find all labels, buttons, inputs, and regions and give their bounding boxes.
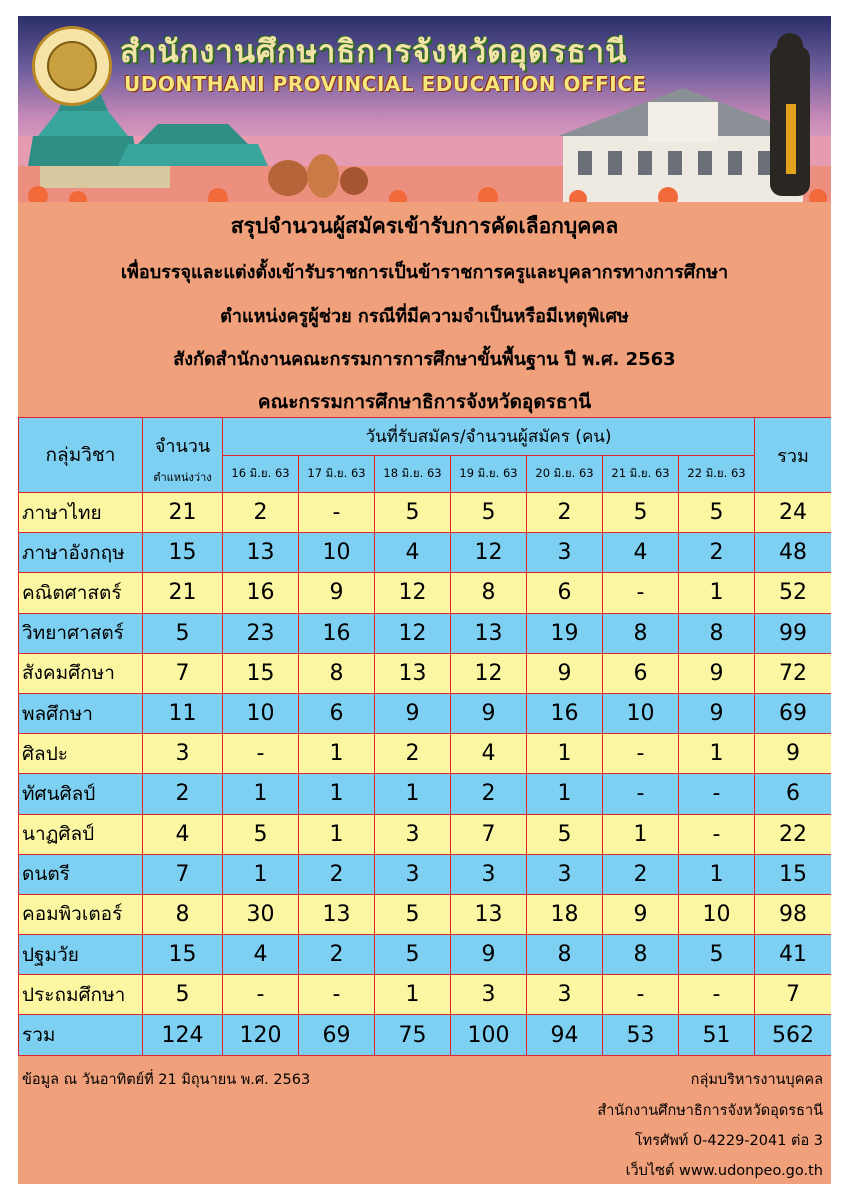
doc-subtitle-3: สังกัดสำนักงานคณะกรรมการการศึกษาขั้นพื้นฐาน ปี พ.ศ. 2563: [173, 349, 676, 370]
subject-cell: ปฐมวัย: [19, 935, 143, 975]
day-count-cell: 3: [527, 533, 603, 573]
day-count-cell: 2: [375, 734, 451, 774]
totals-day-cell: 51: [679, 1015, 755, 1055]
row-total-cell: 69: [755, 693, 831, 733]
row-total-cell: 98: [755, 894, 831, 934]
totals-day-cell: 120: [223, 1015, 299, 1055]
day-count-cell: 16: [223, 573, 299, 613]
day-count-cell: 2: [223, 493, 299, 533]
banner-title-thai: สำนักงานศึกษาธิการจังหวัดอุดรธานี: [120, 34, 628, 70]
row-total-cell: 6: [755, 774, 831, 814]
subject-cell: ศิลปะ: [19, 734, 143, 774]
day-count-cell: 1: [299, 734, 375, 774]
day-count-cell: 4: [451, 734, 527, 774]
vacancies-cell: 5: [143, 613, 223, 653]
header-total: รวม: [755, 418, 831, 493]
day-count-cell: 8: [603, 613, 679, 653]
grand-total-cell: 562: [755, 1015, 831, 1055]
day-count-cell: 5: [451, 493, 527, 533]
header-banner: [18, 16, 831, 202]
day-count-cell: 1: [679, 854, 755, 894]
day-count-cell: -: [223, 975, 299, 1015]
day-count-cell: 9: [603, 894, 679, 934]
header-date: 22 มิ.ย. 63: [679, 455, 755, 493]
table-row: [19, 533, 832, 573]
totals-day-cell: 94: [527, 1015, 603, 1055]
table-row: [19, 573, 832, 613]
day-count-cell: 4: [603, 533, 679, 573]
day-count-cell: 19: [527, 613, 603, 653]
subject-cell: คอมพิวเตอร์: [19, 894, 143, 934]
day-count-cell: 13: [451, 894, 527, 934]
day-count-cell: 5: [527, 814, 603, 854]
totals-day-cell: 53: [603, 1015, 679, 1055]
day-count-cell: 9: [375, 693, 451, 733]
office-seal-logo: [32, 26, 112, 106]
header-date: 19 มิ.ย. 63: [451, 455, 527, 493]
vacancies-cell: 15: [143, 935, 223, 975]
day-count-cell: 13: [375, 653, 451, 693]
table-row: [19, 975, 832, 1015]
subject-cell: คณิตศาสตร์: [19, 573, 143, 613]
day-count-cell: 13: [223, 533, 299, 573]
day-count-cell: 8: [451, 573, 527, 613]
day-count-cell: 10: [679, 894, 755, 934]
totals-day-cell: 100: [451, 1015, 527, 1055]
day-count-cell: 9: [679, 693, 755, 733]
day-count-cell: 5: [375, 935, 451, 975]
day-count-cell: 5: [679, 935, 755, 975]
subject-cell: ดนตรี: [19, 854, 143, 894]
day-count-cell: 9: [299, 573, 375, 613]
row-total-cell: 52: [755, 573, 831, 613]
footer-phone: โทรศัพท์ 0-4229-2041 ต่อ 3: [634, 1133, 823, 1149]
row-total-cell: 7: [755, 975, 831, 1015]
row-total-cell: 24: [755, 493, 831, 533]
day-count-cell: 13: [299, 894, 375, 934]
table-row: [19, 814, 832, 854]
day-count-cell: 1: [223, 854, 299, 894]
vacancies-cell: 7: [143, 653, 223, 693]
day-count-cell: 8: [679, 613, 755, 653]
footer-department: กลุ่มบริหารงานบุคคล: [690, 1072, 823, 1088]
table-row: [19, 653, 832, 693]
day-count-cell: 3: [527, 975, 603, 1015]
day-count-cell: 5: [679, 493, 755, 533]
day-count-cell: 12: [451, 653, 527, 693]
day-count-cell: 30: [223, 894, 299, 934]
data-as-of-note: ข้อมูล ณ วันอาทิตย์ที่ 21 มิถุนายน พ.ศ. 2563: [22, 1072, 311, 1088]
day-count-cell: 1: [223, 774, 299, 814]
day-count-cell: 6: [299, 693, 375, 733]
subject-cell: ภาษาไทย: [19, 493, 143, 533]
vacancies-cell: 11: [143, 693, 223, 733]
subject-cell: ทัศนศิลป์: [19, 774, 143, 814]
totals-day-cell: 69: [299, 1015, 375, 1055]
day-count-cell: 1: [679, 734, 755, 774]
header-date: 20 มิ.ย. 63: [527, 455, 603, 493]
doc-subtitle-2: ตำแหน่งครูผู้ช่วย กรณีที่มีความจำเป็นหรือมีเหตุพิเศษ: [220, 306, 629, 327]
day-count-cell: 10: [299, 533, 375, 573]
day-count-cell: 1: [603, 814, 679, 854]
table-row: [19, 894, 832, 934]
day-count-cell: 9: [679, 653, 755, 693]
totals-vacancies-cell: 124: [143, 1015, 223, 1055]
subject-cell: ประถมศึกษา: [19, 975, 143, 1015]
day-count-cell: -: [603, 975, 679, 1015]
header-date: 21 มิ.ย. 63: [603, 455, 679, 493]
header-dates-title: วันที่รับสมัคร/จำนวนผู้สมัคร (คน): [223, 418, 755, 456]
day-count-cell: 3: [375, 854, 451, 894]
header-subject-group: กลุ่มวิชา: [19, 418, 143, 493]
header-date: 18 มิ.ย. 63: [375, 455, 451, 493]
totals-row: [19, 1015, 832, 1055]
row-total-cell: 22: [755, 814, 831, 854]
day-count-cell: 1: [299, 774, 375, 814]
table-row: [19, 613, 832, 653]
day-count-cell: 7: [451, 814, 527, 854]
doc-subtitle-1: เพื่อบรรจุและแต่งตั้งเข้ารับราชการเป็นข้าราชการครูและบุคลากรทางการศึกษา: [120, 262, 729, 283]
day-count-cell: 18: [527, 894, 603, 934]
day-count-cell: 12: [375, 573, 451, 613]
day-count-cell: 2: [527, 493, 603, 533]
day-count-cell: 2: [603, 854, 679, 894]
day-count-cell: -: [679, 975, 755, 1015]
table-row: [19, 774, 832, 814]
applicants-table: [18, 417, 831, 1056]
header-vacancies-sub: ตำแหน่งว่าง: [153, 470, 212, 484]
day-count-cell: 23: [223, 613, 299, 653]
header-date: 16 มิ.ย. 63: [223, 455, 299, 493]
day-count-cell: 9: [451, 935, 527, 975]
day-count-cell: 1: [299, 814, 375, 854]
day-count-cell: 5: [603, 493, 679, 533]
day-count-cell: 1: [527, 774, 603, 814]
day-count-cell: -: [223, 734, 299, 774]
day-count-cell: 4: [223, 935, 299, 975]
day-count-cell: 5: [375, 894, 451, 934]
doc-title: สรุปจำนวนผู้สมัครเข้ารับการคัดเลือกบุคคล: [230, 214, 619, 238]
subject-cell: วิทยาศาสตร์: [19, 613, 143, 653]
totals-day-cell: 75: [375, 1015, 451, 1055]
day-count-cell: 3: [527, 854, 603, 894]
day-count-cell: 3: [451, 975, 527, 1015]
row-total-cell: 48: [755, 533, 831, 573]
day-count-cell: 16: [527, 693, 603, 733]
day-count-cell: 3: [451, 854, 527, 894]
table-row: [19, 493, 832, 533]
day-count-cell: -: [679, 774, 755, 814]
day-count-cell: 8: [527, 935, 603, 975]
table-row: [19, 693, 832, 733]
row-total-cell: 9: [755, 734, 831, 774]
table-body: [19, 493, 832, 1056]
day-count-cell: 3: [375, 814, 451, 854]
footer-website[interactable]: เว็บไซต์ www.udonpeo.go.th: [625, 1163, 823, 1179]
day-count-cell: 6: [603, 653, 679, 693]
day-count-cell: 2: [299, 935, 375, 975]
totals-label-cell: รวม: [19, 1015, 143, 1055]
subject-cell: สังคมศึกษา: [19, 653, 143, 693]
day-count-cell: 9: [527, 653, 603, 693]
day-count-cell: 10: [603, 693, 679, 733]
header-vacancies: [143, 418, 223, 493]
day-count-cell: 8: [299, 653, 375, 693]
day-count-cell: 6: [527, 573, 603, 613]
doc-subtitle-4: คณะกรรมการศึกษาธิการจังหวัดอุดรธานี: [257, 391, 592, 413]
day-count-cell: -: [603, 774, 679, 814]
vacancies-cell: 3: [143, 734, 223, 774]
day-count-cell: 8: [603, 935, 679, 975]
vacancies-cell: 4: [143, 814, 223, 854]
header-date: 17 มิ.ย. 63: [299, 455, 375, 493]
day-count-cell: -: [603, 573, 679, 613]
day-count-cell: 12: [451, 533, 527, 573]
day-count-cell: 10: [223, 693, 299, 733]
footer-office: สำนักงานศึกษาธิการจังหวัดอุดรธานี: [597, 1103, 823, 1119]
day-count-cell: -: [299, 493, 375, 533]
day-count-cell: 13: [451, 613, 527, 653]
day-count-cell: -: [679, 814, 755, 854]
table-row: [19, 854, 832, 894]
row-total-cell: 99: [755, 613, 831, 653]
day-count-cell: 1: [679, 573, 755, 613]
vacancies-cell: 2: [143, 774, 223, 814]
row-total-cell: 72: [755, 653, 831, 693]
day-count-cell: 2: [679, 533, 755, 573]
row-total-cell: 15: [755, 854, 831, 894]
day-count-cell: 15: [223, 653, 299, 693]
day-count-cell: 16: [299, 613, 375, 653]
day-count-cell: 4: [375, 533, 451, 573]
subject-cell: นาฏศิลป์: [19, 814, 143, 854]
vacancies-cell: 8: [143, 894, 223, 934]
day-count-cell: 1: [375, 774, 451, 814]
subject-cell: พลศึกษา: [19, 693, 143, 733]
day-count-cell: 9: [451, 693, 527, 733]
table-row: [19, 734, 832, 774]
day-count-cell: -: [299, 975, 375, 1015]
vacancies-cell: 7: [143, 854, 223, 894]
banner-title-english: UDONTHANI PROVINCIAL EDUCATION OFFICE: [124, 72, 647, 96]
announcement-page: [18, 16, 831, 1184]
day-count-cell: 2: [299, 854, 375, 894]
day-count-cell: 1: [527, 734, 603, 774]
day-count-cell: 5: [223, 814, 299, 854]
row-total-cell: 41: [755, 935, 831, 975]
table-row: [19, 935, 832, 975]
statue-illustration: [770, 33, 810, 196]
vacancies-cell: 21: [143, 573, 223, 613]
day-count-cell: 2: [451, 774, 527, 814]
vacancies-cell: 5: [143, 975, 223, 1015]
day-count-cell: 12: [375, 613, 451, 653]
vacancies-cell: 21: [143, 493, 223, 533]
vacancies-cell: 15: [143, 533, 223, 573]
day-count-cell: 1: [375, 975, 451, 1015]
day-count-cell: 5: [375, 493, 451, 533]
day-count-cell: -: [603, 734, 679, 774]
header-vacancies-main: จำนวน: [154, 435, 211, 457]
subject-cell: ภาษาอังกฤษ: [19, 533, 143, 573]
